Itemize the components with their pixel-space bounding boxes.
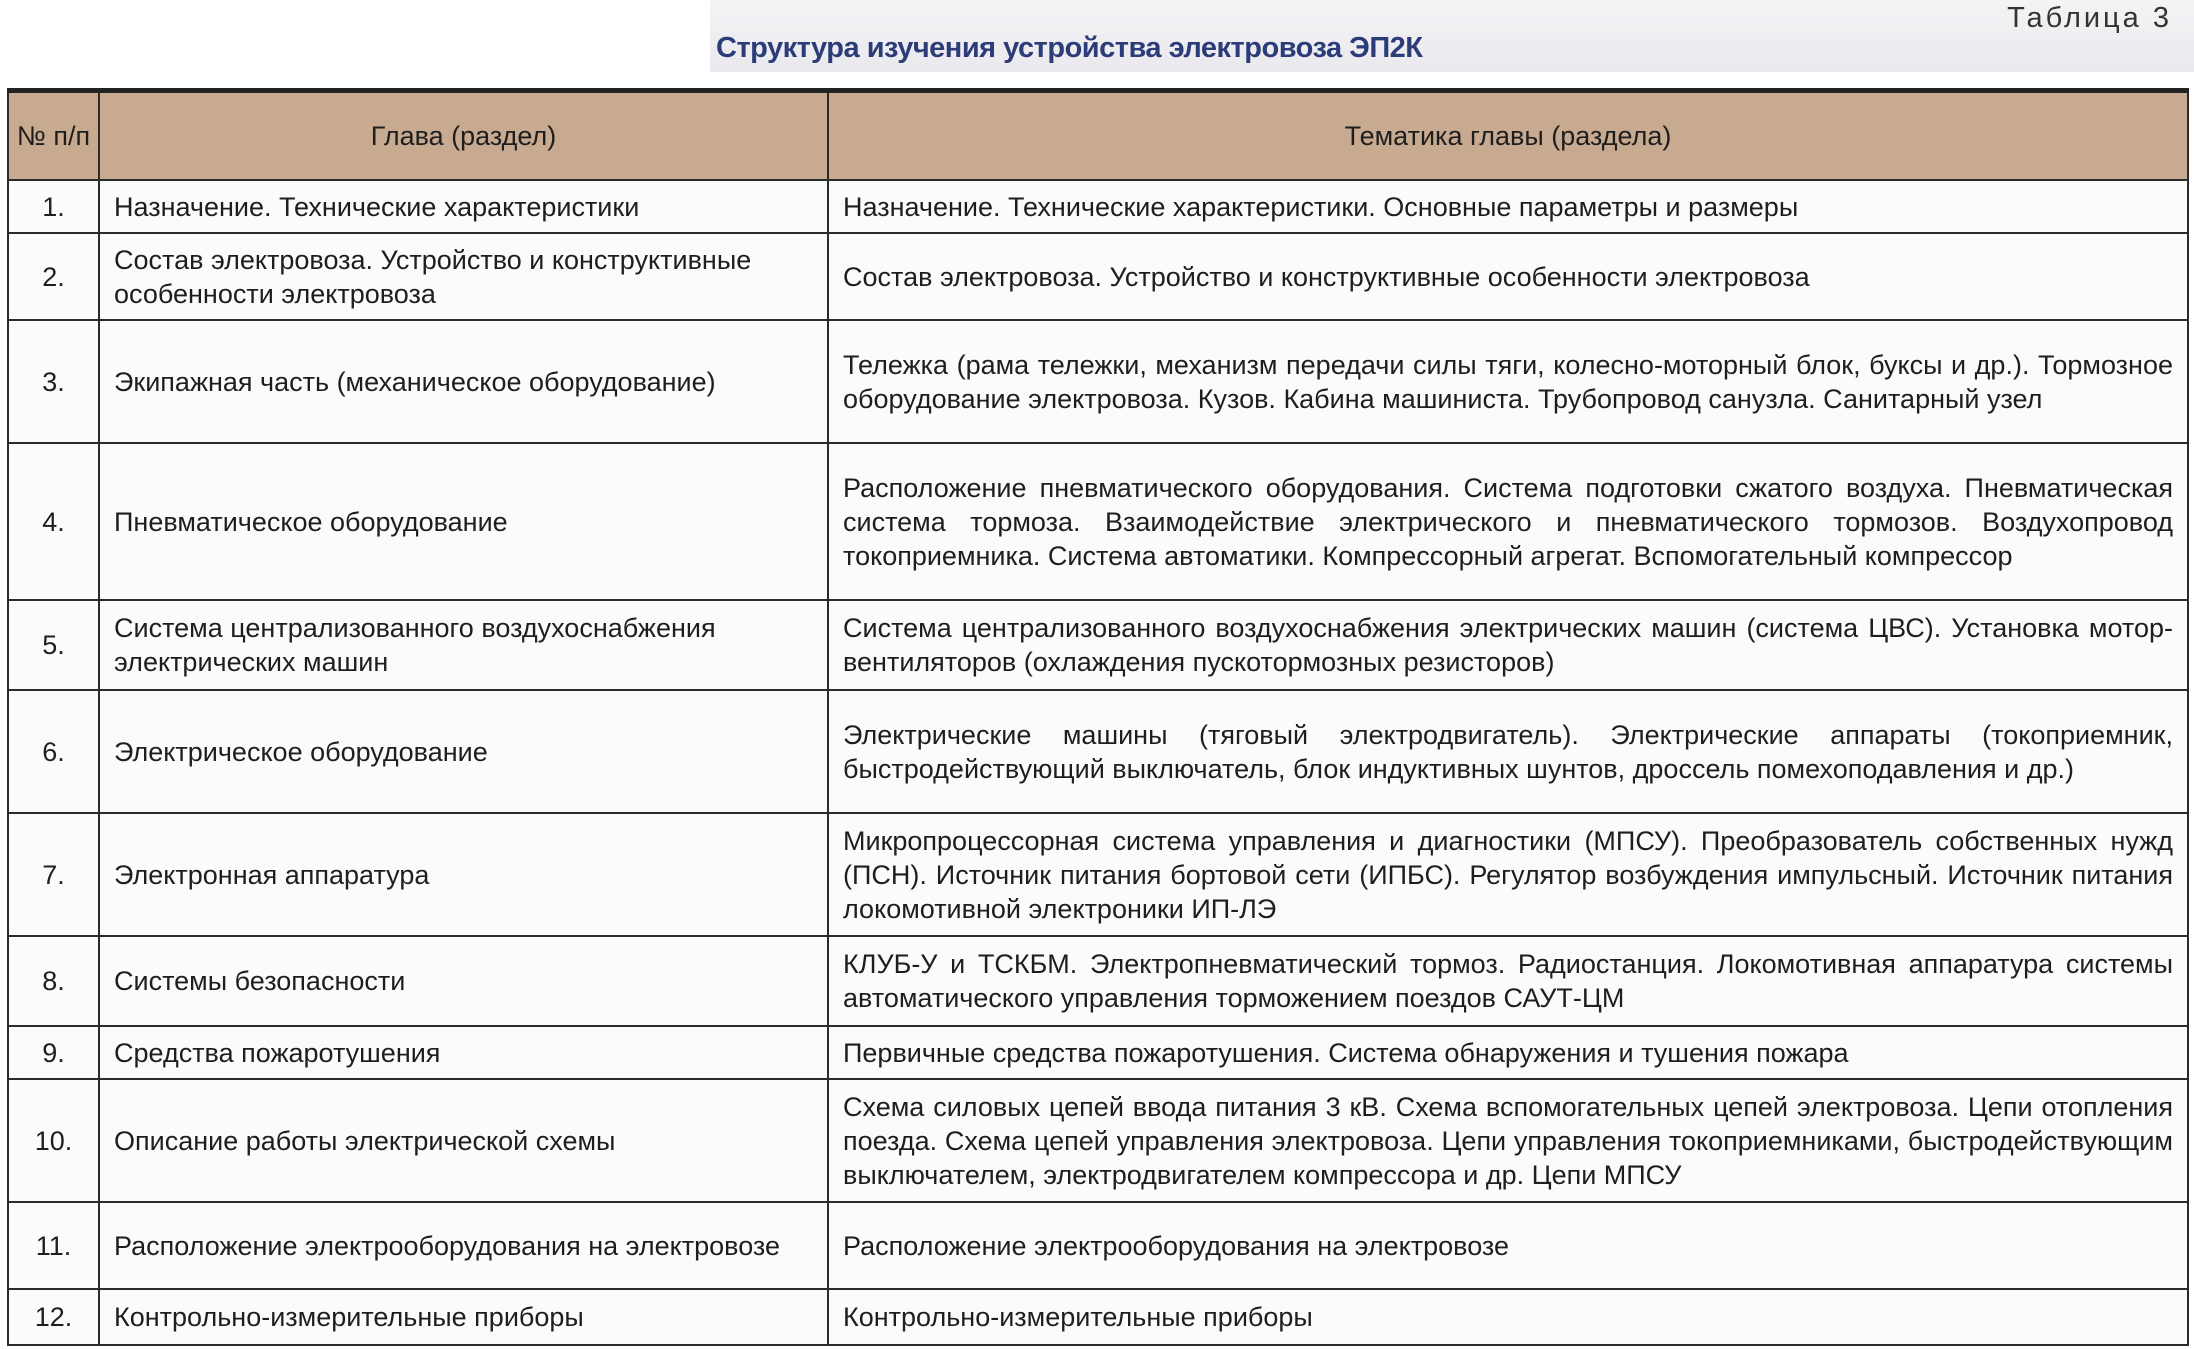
topic-cell: Электрические машины (тяговый электродвигатель). Электрические аппараты (токоприемник, быстродействующий выключатель, блок индуктивных шунтов, дроссель помехоподавления и др.)	[828, 690, 2188, 813]
topic-cell: Микропроцессорная система управления и диагностики (МПСУ). Преобразователь собственных нужд (ПСН). Источник питания бортовой сети (ИПБС). Регулятор возбуждения импульсный. Источник питания локомотивной электроники ИП-ЛЭ	[828, 813, 2188, 936]
table-row	[8, 1026, 2188, 1079]
table-row	[8, 180, 2188, 233]
topic-cell: КЛУБ-У и ТСКБМ. Электропневматический тормоз. Радиостанция. Локомотивная аппаратура системы автоматического управления торможением поездов САУТ-ЦМ	[828, 936, 2188, 1026]
table-title: Структура изучения устройства электровоза ЭП2К	[716, 32, 1423, 64]
chapter-cell: Назначение. Технические характеристики	[99, 180, 828, 233]
row-number: 5.	[8, 600, 99, 690]
chapter-cell: Система централизованного воздухоснабжения электрических машин	[99, 600, 828, 690]
chapter-cell: Средства пожаротушения	[99, 1026, 828, 1079]
table-row	[8, 936, 2188, 1026]
topic-cell: Состав электровоза. Устройство и конструктивные особенности электровоза	[828, 233, 2188, 320]
table-row	[8, 690, 2188, 813]
row-number: 8.	[8, 936, 99, 1026]
row-number: 3.	[8, 320, 99, 443]
topic-cell: Контрольно-измерительные приборы	[828, 1289, 2188, 1345]
row-number: 12.	[8, 1289, 99, 1345]
table-row	[8, 600, 2188, 690]
chapter-cell: Экипажная часть (механическое оборудование)	[99, 320, 828, 443]
table-row	[8, 233, 2188, 320]
topic-cell: Назначение. Технические характеристики. Основные параметры и размеры	[828, 180, 2188, 233]
table-row	[8, 320, 2188, 443]
chapter-cell: Пневматическое оборудование	[99, 443, 828, 600]
row-number: 9.	[8, 1026, 99, 1079]
header-topic: Тематика главы (раздела)	[828, 91, 2188, 181]
table-row	[8, 813, 2188, 936]
chapter-cell: Состав электровоза. Устройство и конструктивные особенности электровоза	[99, 233, 828, 320]
header-chapter: Глава (раздел)	[99, 91, 828, 181]
row-number: 1.	[8, 180, 99, 233]
chapter-cell: Системы безопасности	[99, 936, 828, 1026]
chapter-cell: Электрическое оборудование	[99, 690, 828, 813]
topic-cell: Расположение электрооборудования на электровозе	[828, 1202, 2188, 1289]
topic-cell: Схема силовых цепей ввода питания 3 кВ. Схема вспомогательных цепей электровоза. Цепи отопления поезда. Схема цепей управления электровоза. Цепи управления токоприемниками, быстродействующим выключателем, электродвигателем компрессора и др. Цепи МПСУ	[828, 1079, 2188, 1202]
row-number: 6.	[8, 690, 99, 813]
chapter-cell: Контрольно-измерительные приборы	[99, 1289, 828, 1345]
row-number: 7.	[8, 813, 99, 936]
chapter-cell: Электронная аппаратура	[99, 813, 828, 936]
chapter-cell: Расположение электрооборудования на электровозе	[99, 1202, 828, 1289]
topic-cell: Тележка (рама тележки, механизм передачи силы тяги, колесно-моторный блок, буксы и др.). Тормозное оборудование электровоза. Кузов. Кабина машиниста. Трубопровод санузла. Санитарный узел	[828, 320, 2188, 443]
table-header-row	[8, 91, 2188, 181]
table-row	[8, 1202, 2188, 1289]
topic-cell: Первичные средства пожаротушения. Система обнаружения и тушения пожара	[828, 1026, 2188, 1079]
row-number: 10.	[8, 1079, 99, 1202]
table-row	[8, 443, 2188, 600]
row-number: 2.	[8, 233, 99, 320]
row-number: 11.	[8, 1202, 99, 1289]
study-structure-table	[7, 88, 2189, 1346]
topic-cell: Система централизованного воздухоснабжения электрических машин (система ЦВС). Установка мотор-вентиляторов (охлаждения пускотормозных резисторов)	[828, 600, 2188, 690]
table-caption: Таблица 3	[2007, 2, 2172, 34]
row-number: 4.	[8, 443, 99, 600]
topic-cell: Расположение пневматического оборудования. Система подготовки сжатого воздуха. Пневматическая система тормоза. Взаимодействие электрического и пневматического тормозов. Воздухопровод токоприемника. Система автоматики. Компрессорный агрегат. Вспомогательный компрессор	[828, 443, 2188, 600]
header-num: № п/п	[8, 91, 99, 181]
table-row	[8, 1079, 2188, 1202]
table-row	[8, 1289, 2188, 1345]
chapter-cell: Описание работы электрической схемы	[99, 1079, 828, 1202]
